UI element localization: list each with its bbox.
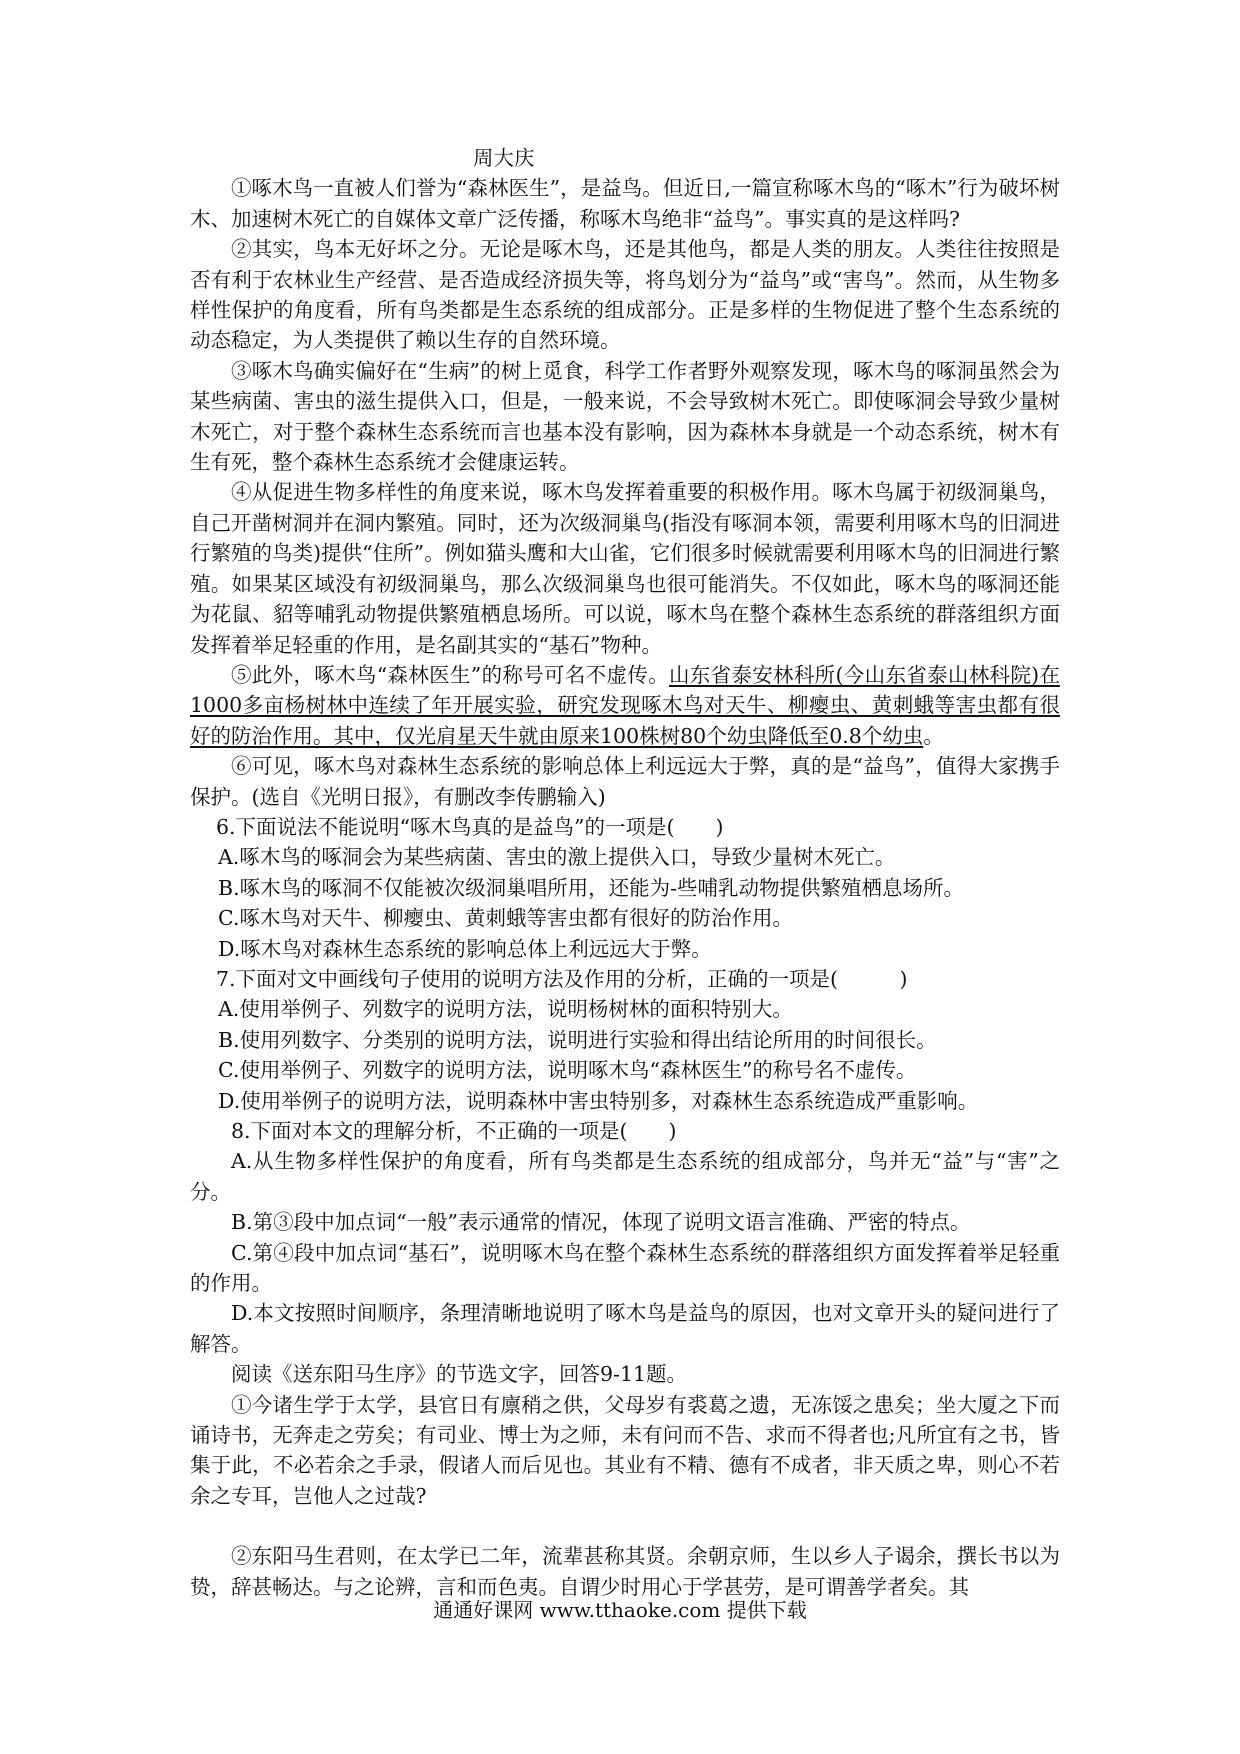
- question-8-option-b: B.第③段中加点词“一般”表示通常的情况，体现了说明文语言准确、严密的特点。: [231, 1210, 971, 1235]
- question-6-stem: 6.下面说法不能说明“啄木鸟真的是益鸟”的一项是( ): [216, 814, 724, 839]
- question-7-option-b: B.使用列数字、分类别的说明方法，说明进行实验和得出结论所用的时间很长。: [218, 1027, 937, 1052]
- paragraph-2: ②其实，鸟本无好坏之分。无论是啄木鸟，还是其他鸟，都是人类的朋友。人类往往按照是否有利于农林业生产经营、是否造成经济损失等，将鸟划分为“益鸟”或“害鸟”。然而，从生物多样性保护的角度看，所有鸟类都是生态系统的组成部分。正是多样的生物促进了整个生态系统的动态稳定，为人类提供了赖以生存的自然环境。: [190, 237, 1060, 353]
- page-footer: 通通好课网 www.tthaoke.com 提供下载: [433, 1598, 807, 1622]
- paragraph-3: ③啄木鸟确实偏好在“生病”的树上觅食，科学工作者野外观察发现，啄木鸟的啄洞虽然会为某些病菌、害虫的滋生提供入口，但是，一般来说，不会导致树木死亡。即使啄洞会导致少量树木死亡，对于整个森林生态系统而言也基本没有影响，因为森林本身就是一个动态系统，树木有生有死，整个森林生态系统才会健康运转。: [190, 358, 1060, 475]
- question-8-stem: 8.下面对本文的理解分析，不正确的一项是( ): [231, 1119, 677, 1143]
- paragraph-5-lead: ⑤此外，啄木鸟“森林医生”的称号可名不虚传。: [231, 662, 669, 687]
- article-author: 周大庆: [473, 146, 535, 170]
- underlined-sentence: 山东省泰安林科所(今山东省泰山林科院)在1000多亩杨树林中连续了年开展实验，研究发现啄木鸟对天牛、柳瘿虫、黄刺蛾等害虫都有很好的防治作用。其中，仅光肩星天牛就由原来100株树80个幼虫降低至0.8个幼虫: [190, 662, 1060, 748]
- classical-paragraph-2: ②东阳马生君则，在太学已二年，流辈甚称其贤。余朝京师，生以乡人子谒余，撰长书以为贽，辞甚畅达。与之论辨，言和而色夷。自谓少时用心于学甚劳，是可谓善学者矣。其: [190, 1544, 1060, 1599]
- question-6-option-c: C.啄木鸟对天牛、柳瘿虫、黄刺蛾等害虫都有很好的防治作用。: [218, 906, 793, 931]
- question-7-option-a: A.使用举例子、列数字的说明方法，说明杨树林的面积特别大。: [218, 997, 793, 1022]
- paragraph-spacer: [190, 1511, 1060, 1541]
- classical-paragraph-1: ①今诸生学于太学，县官日有廪稍之供，父母岁有裘葛之遗，无冻馁之患矣；坐大厦之下而诵诗书，无奔走之劳矣；有司业、博士为之师，未有问而不告、求而不得者也;凡所宜有之书，皆集于此，不必若余之手录，假诸人而后见也。其业有不精、德有不成者，非天质之卑，则心不若余之专耳，岂他人之过哉?: [190, 1392, 1060, 1508]
- paragraph-5: [190, 660, 1060, 751]
- question-8-option-d: D.本文按照时间顺序，条理清晰地说明了啄木鸟是益鸟的原因，也对文章开头的疑问进行了解答。: [190, 1301, 1060, 1356]
- document-page: [190, 143, 1060, 1602]
- question-7-option-d: D.使用举例子的说明方法，说明森林中害虫特别多，对森林生态系统造成严重影响。: [218, 1088, 979, 1113]
- question-6-option-a: A.啄木鸟的啄洞会为某些病菌、害虫的激上提供入口，导致少量树木死亡。: [218, 845, 896, 870]
- question-7-option-c: C.使用举例子、列数字的说明方法，说明啄木鸟“森林医生”的称号名不虚传。: [218, 1058, 917, 1083]
- paragraph-4: ④从促进生物多样性的角度来说，啄木鸟发挥着重要的积极作用。啄木鸟属于初级洞巢鸟，自己开凿树洞并在洞内繁殖。同时，还为次级洞巢鸟(指没有啄洞本领，需要利用啄木鸟的旧洞进行繁殖的鸟类)提供“住所”。例如猫头鹰和大山雀，它们很多时候就需要利用啄木鸟的旧洞进行繁殖。如果某区域没有初级洞巢鸟，那么次级洞巢鸟也很可能消失。不仅如此，啄木鸟的啄洞还能为花鼠、貂等哺乳动物提供繁殖栖息场所。可以说，啄木鸟在整个森林生态系统的群落组织方面发挥着举足轻重的作用，是名副其实的“基石”物种。: [190, 480, 1060, 657]
- question-8-option-a: A.从生物多样性保护的角度看，所有鸟类都是生态系统的组成部分，鸟并无“益”与“害”之分。: [190, 1149, 1060, 1204]
- paragraph-1: ①啄木鸟一直被人们誉为“森林医生”，是益鸟。但近日,一篇宣称啄木鸟的“啄木”行为破坏树木、加速树木死亡的自媒体文章广泛传播，称啄木鸟绝非“益鸟”。事实真的是这样吗?: [190, 176, 1060, 231]
- question-6-option-b: B.啄木鸟的啄洞不仅能被次级洞巢唱所用，还能为-些哺乳动物提供繁殖栖息场所。: [218, 875, 965, 900]
- question-7-stem: 7.下面对文中画线句子使用的说明方法及作用的分析，正确的一项是( ): [216, 966, 908, 991]
- paragraph-5-end: 。: [923, 723, 944, 748]
- paragraph-6: ⑥可见，啄木鸟对森林生态系统的影响总体上利远远大于弊，真的是“益鸟”，值得大家携手保护。(选自《光明日报》，有删改李传鹏输入): [190, 754, 1060, 809]
- reading-intro: 阅读《送东阳马生序》的节选文字，回答9-11题。: [231, 1362, 688, 1387]
- question-6-option-d: D.啄木鸟对森林生态系统的影响总体上利远远大于弊。: [218, 936, 712, 961]
- question-8-option-c: C.第④段中加点词“基石”，说明啄木鸟在整个森林生态系统的群落组织方面发挥着举足轻重的作用。: [190, 1240, 1060, 1296]
